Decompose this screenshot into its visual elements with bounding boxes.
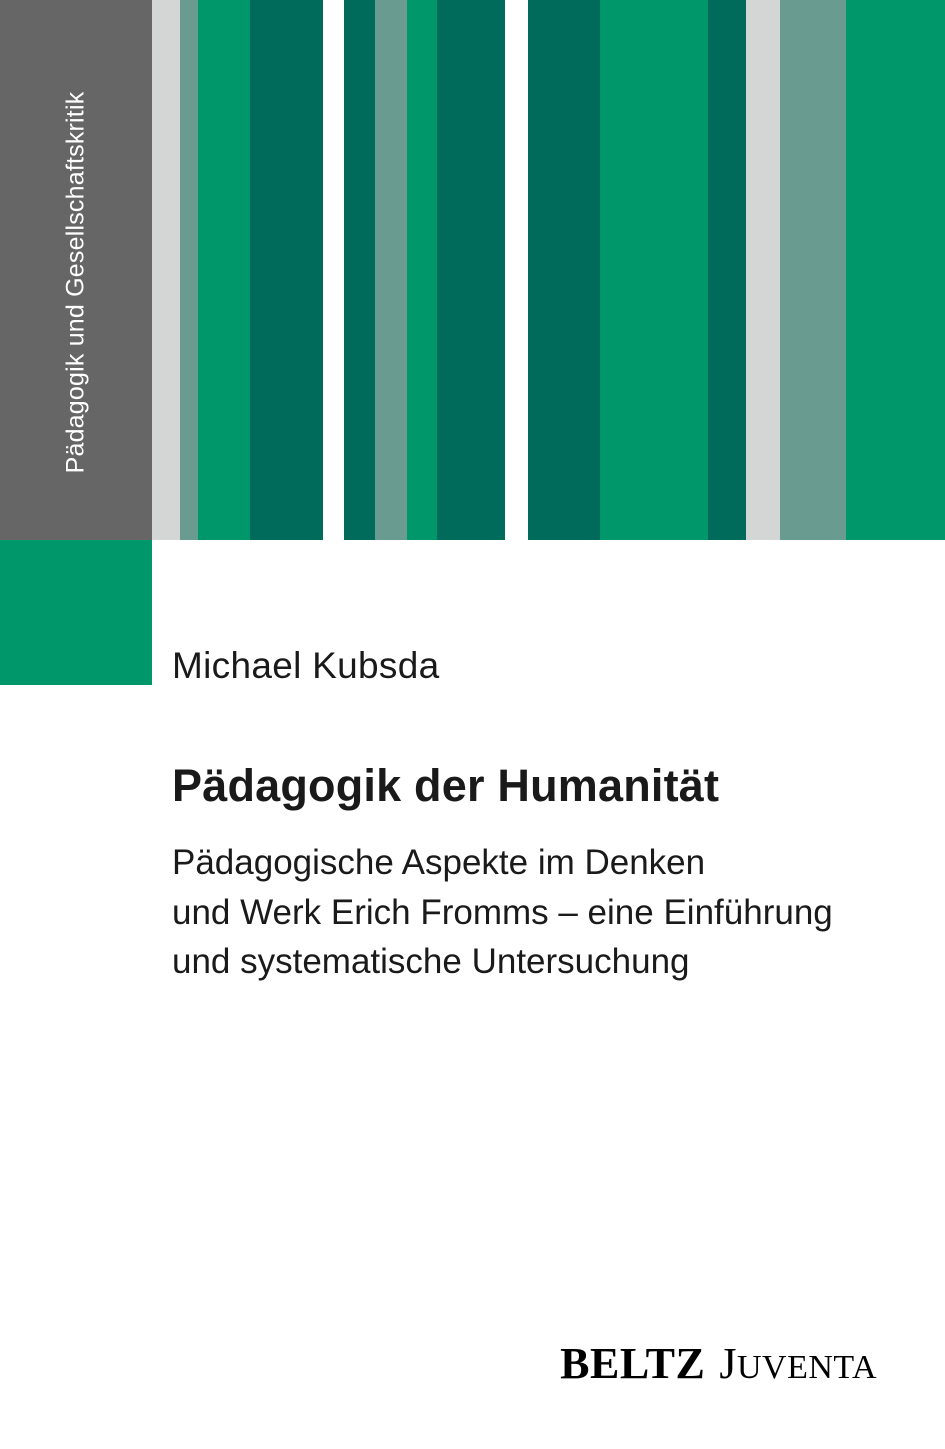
graphic-stripe (152, 0, 180, 540)
graphic-stripe (780, 0, 846, 540)
graphic-stripe (505, 0, 528, 540)
book-title: Pädagogik der Humanität (172, 760, 720, 811)
left-accent-block (0, 540, 152, 685)
publisher-logo (560, 1338, 877, 1389)
subtitle-line-2: und Werk Erich Fromms – eine Einführung (172, 892, 833, 932)
publisher-juventa-initial: J (719, 1339, 737, 1388)
graphic-stripe (407, 0, 437, 540)
graphic-stripe (600, 0, 708, 540)
graphic-stripe (708, 0, 746, 540)
graphic-stripe (846, 0, 945, 540)
graphic-stripe (437, 0, 505, 540)
graphic-stripe (344, 0, 375, 540)
graphic-stripe (180, 0, 198, 540)
publisher-juventa (719, 1338, 877, 1389)
book-subtitle (172, 838, 833, 987)
series-label-text: Pädagogik und Gesellschaftskritik (61, 91, 90, 474)
graphic-stripe (375, 0, 407, 540)
subtitle-line-1: Pädagogische Aspekte im Denken (172, 843, 706, 882)
author-name: Michael Kubsda (172, 645, 440, 686)
series-label (0, 0, 152, 540)
publisher-juventa-rest: UVENTA (736, 1349, 877, 1386)
graphic-stripe (528, 0, 600, 540)
graphic-stripe (323, 0, 344, 540)
graphic-stripe (746, 0, 780, 540)
graphic-stripe (198, 0, 250, 540)
subtitle-line-3: und systematische Untersuchung (172, 942, 690, 982)
publisher-beltz: BELTZ (560, 1339, 706, 1388)
graphic-stripe (250, 0, 323, 540)
